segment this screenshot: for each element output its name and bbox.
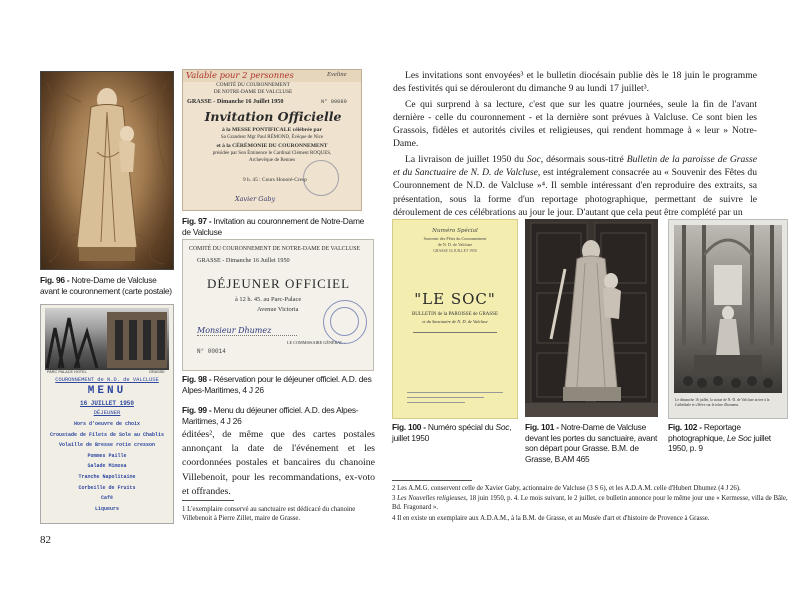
fig100-top2: Souvenir des Fêtes du Couronnement	[423, 236, 487, 241]
fig100-le-soc-cover	[392, 219, 518, 419]
fig100-top1: Numéro Spécial	[432, 228, 478, 234]
menu-item: Liqueurs	[94, 505, 119, 512]
fig100-caption	[392, 422, 518, 443]
fig97-caption	[182, 216, 368, 237]
footnote-4: 4 Il en existe un exemplaire aux A.D.A.M., à la B.M. de Grasse, et au Musée d'art et d'histoire de Provence à Grasse.	[392, 514, 710, 522]
fig97-date-line: GRASSE - Dimanche 16 Juillet 1950	[187, 98, 284, 105]
fig102-photo	[674, 225, 782, 393]
page-number: 82	[40, 534, 51, 546]
p3-part-c: , désormais sous-titré	[540, 153, 624, 165]
fig97-seal	[303, 160, 339, 196]
fig97-line4: présidée par Son Éminence le Cardinal Clément ROQUES,	[212, 151, 332, 156]
fig98-line1: à 12 h. 45. au Parc-Palace	[235, 296, 302, 303]
fig97-signature: Xavier Gaby	[235, 195, 276, 203]
fig97-line1: à la MESSE PONTIFICALE célébrée par	[222, 127, 322, 133]
footnote-2: 2 Les A.M.G. conservent celle de Xavier Gaby, actionnaire de Valcluse (3 S 6), et les A.D.A.M. celle d'Hubert Dhumez (4 J 26).	[392, 485, 741, 492]
left-column-text	[182, 428, 375, 499]
fig100-number: Fig. 100 -	[392, 422, 426, 432]
fig99-caption	[182, 405, 378, 426]
fig100-footer-block	[407, 388, 503, 408]
fig99-meal: DÉJEUNER	[93, 409, 121, 416]
fig99-hotel-right: GRASSE	[149, 370, 165, 374]
right-paragraph-1: Les invitations sont envoyées³ et le bulletin diocésain publie dès le 18 juin le programme des festivités qui se dérouleront du dimanche 9 au lundi 17 juillet³.	[393, 70, 757, 95]
fig96-text: Notre-Dame de Valcluse avant le couronnement (carte postale)	[40, 275, 172, 296]
fig97-serial: N° 00089	[321, 99, 347, 105]
menu-item: Salade Mimosa	[87, 463, 127, 470]
menu-item: Tranche Napolitaine	[78, 473, 136, 480]
right-paragraph-3	[393, 153, 757, 219]
fig101-number: Fig. 101 -	[525, 422, 559, 432]
fig100-divider	[413, 332, 497, 333]
fig102-photo-caption: Le dimanche 16 juillet, la statue de N.-D. de Valcluse arrive à la Cathédrale et s'élève sur le trône d'honneur.	[675, 398, 770, 407]
fig97-committee: COMITÉ DU COURONNEMENT DE NOTRE-DAME DE VALCLUSE	[213, 82, 293, 95]
fig102-text-a: Reportage photographique,	[668, 422, 741, 443]
fig97-text: Invitation au couronnement de Notre-Dame de Valcluse	[182, 216, 365, 237]
fig99-hotel-photo	[45, 308, 169, 370]
menu-item: Croustade de Filets de Sole au Chablis	[49, 431, 165, 438]
fig99-menu-items	[43, 419, 171, 514]
fig100-text-c: , juillet 1950	[392, 422, 512, 443]
fig101-statue-photo	[525, 219, 658, 417]
fig99-number: Fig. 99 -	[182, 405, 212, 415]
fig102-text-c: juillet 1950, p. 9	[668, 432, 771, 453]
p3-part-e: , est intégralement consacrée au « Souvenir des Fêtes du Couronnement de N.D. de Valcluse »⁴. Il semble intéressant d'en reproduire des extraits, sa présentation, sous la forme d'un reportage photographique, permettant de suivre le déroulement de ces célébrations au jour le jour. D'autant que cela peut être complété par un	[393, 167, 757, 218]
fig96-photo	[40, 71, 174, 270]
menu-item: Café	[100, 495, 113, 502]
madonna-statue-image	[41, 72, 173, 269]
footnote-3-title: Les Nouvelles religieuses	[397, 495, 466, 503]
fig101-text: Notre-Dame de Valcluse devant les portes du sanctuaire, avant son départ pour Grasse. B.M. de Grasse, B.AM 465	[525, 422, 658, 464]
fig99-menu	[40, 304, 174, 524]
footnote-3	[392, 494, 788, 512]
right-footnote-rule	[392, 480, 472, 481]
fig97-invitation	[182, 69, 362, 211]
right-paragraph-2: Ce qui surprend à sa lecture, c'est que sur les quatre journées, seule la fin de l'avant dernière - celle du couronnement - et la dernière sont prévues à Valcluse. Ce sont bien les Grassois, fidèles et autorités civiles et religieuses, qui rendent hommage à « leur » Notre-Dame.	[393, 98, 757, 150]
fig100-sub1: BULLETIN de la PAROISSE de GRASSE	[411, 312, 499, 317]
right-footnotes	[392, 484, 788, 524]
fig97-handwriting: Valable pour 2 personnes	[186, 70, 294, 80]
fig98-signatory: LE COMMISSAIRE GÉNÉRAL :	[287, 340, 345, 345]
footnote-3-text: , 18 juin 1950, p. 4. Le mois suivant, le 2 juillet, ce bulletin annonce pour le même jour une « Kermesse, villa de Bâle, Bd. Fragonard ».	[392, 495, 788, 512]
menu-item: Volaille de Bresse rotie cresson	[58, 442, 155, 449]
fig102-caption	[668, 422, 788, 454]
fig99-heading: COURONNEMENT de N.D. de VALCLUSE	[55, 377, 159, 383]
menu-item: Hors d'oeuvre de choix	[73, 421, 140, 427]
menu-item: Pommes Paille	[87, 452, 127, 459]
fig98-caption	[182, 374, 374, 395]
fig97-line2: Sa Grandeur Mgr Paul RÉMOND, Évêque de Nice	[220, 135, 324, 140]
left-paragraph: éditées², de même que des cartes postales annonçant la date de l'événement et les coordonnées postales et bancaires du chanoine Villebenoit, pour les recommandations, ex-voto et offrandes.	[182, 429, 375, 497]
fig102-reportage-page	[668, 219, 788, 419]
footnote-1: 1 L'exemplaire conservé au sanctuaire est dédicacé du chanoine Villebenoit à Pierre Zillet, maire de Grasse.	[182, 506, 356, 523]
footnote-3-num: 3	[392, 495, 398, 503]
fig97-stamp-right: Eveline	[327, 71, 347, 78]
left-footnotes	[182, 505, 374, 524]
fig100-text-a: Numéro spécial du	[427, 422, 494, 432]
fig102-text-b: Le Soc	[726, 432, 752, 443]
p3-part-a: La livraison de juillet 1950 du	[405, 153, 524, 165]
fig100-text-b: Soc	[495, 422, 510, 432]
p3-part-d: Bulletin de la paroisse de Grasse et du Sanctuaire de N. D. de Valcluse	[393, 153, 758, 179]
fig99-hotel-left: PARC PALACE HOTEL	[47, 370, 87, 374]
p3-part-b: Soc	[526, 153, 541, 165]
fig97-title: Invitation Officielle	[204, 109, 342, 124]
cathedral-interior-image	[674, 225, 782, 393]
right-column-text	[393, 69, 757, 219]
fig98-text: Réservation pour le déjeuner officiel. A.D. des Alpes-Maritimes, 4 J 26	[182, 374, 372, 395]
fig102-number: Fig. 102 -	[668, 422, 702, 432]
fig99-text: Menu du déjeuner officiel. A.D. des Alpes-Maritimes, 4 J 26	[182, 405, 359, 426]
fig97-bottom: 9 h. 45 : Cours Honoré-Cresp	[243, 177, 307, 183]
fig98-serial: N° 00014	[197, 348, 226, 355]
fig100-top4: GRASSE 16 JUILLET 1950	[433, 249, 477, 253]
left-footnote-rule	[182, 500, 234, 501]
fig96-number: Fig. 96 -	[40, 275, 70, 285]
fig98-stamp	[323, 300, 367, 344]
fig101-caption	[525, 422, 661, 464]
menu-item: Corbeille de Fruits	[78, 484, 136, 491]
fig97-line5: Archevêque de Rennes	[248, 158, 296, 163]
fig96-caption	[40, 275, 174, 296]
fig97-number: Fig. 97 -	[182, 216, 212, 226]
fig98-reservation	[182, 239, 374, 371]
fig100-title: "LE SOC"	[414, 290, 496, 308]
fig100-sub2: et du Sanctuaire de N. D. de Valcluse	[422, 319, 488, 324]
fig100-top3: de N. D. de Valcluse	[437, 242, 473, 247]
fig99-date: 16 JUILLET 1950	[79, 400, 134, 407]
fig98-date-line: GRASSE - Dimanche 16 Juillet 1950	[197, 257, 290, 264]
fig98-handwriting: Monsieur Dhumez	[197, 326, 297, 336]
fig98-committee: COMITÉ DU COURONNEMENT DE NOTRE-DAME DE VALCLUSE	[189, 246, 361, 252]
fig99-menu-title: MENU	[87, 385, 127, 397]
hotel-facade-image	[45, 308, 169, 370]
fig98-line2: Avenue Victoria	[257, 306, 299, 313]
fig98-title: DÉJEUNER OFFICIEL	[207, 276, 351, 291]
fig98-number: Fig. 98 -	[182, 374, 212, 384]
statue-doors-image	[525, 219, 658, 417]
fig97-line3: et à la CÉRÉMONIE DU COURONNEMENT	[216, 143, 328, 149]
